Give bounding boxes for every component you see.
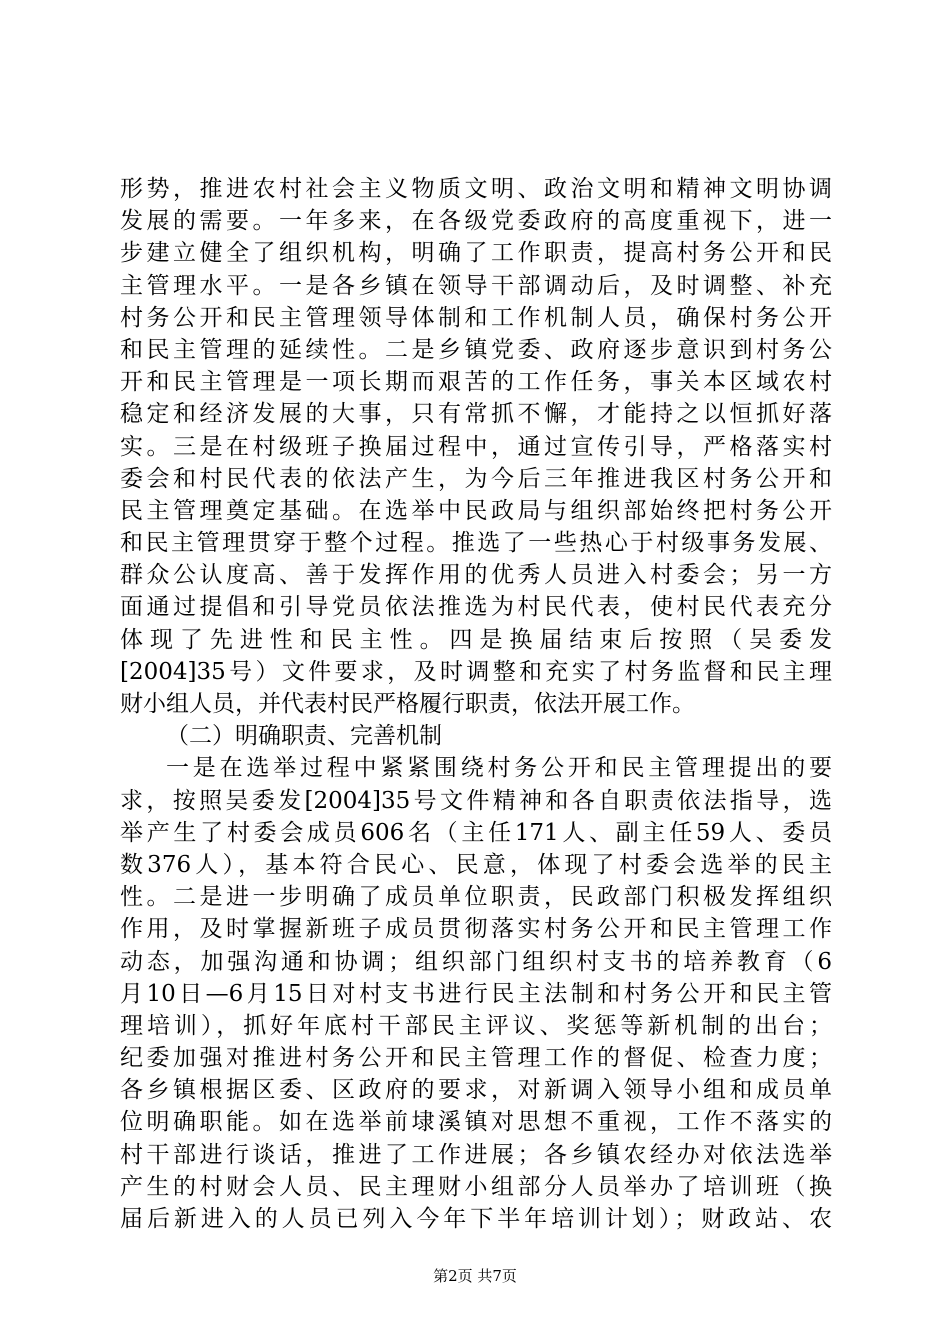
text-line: 理培训），抓好年底村干部民主评议、奖惩等新机制的出台；	[120, 1012, 832, 1039]
text-line: 开和民主管理是一项长期而艰苦的工作任务，事关本区域农村	[120, 369, 832, 396]
section-heading: （二）明确职责、完善机制	[166, 723, 442, 750]
text-line: 和民主管理贯穿于整个过程。推选了一些热心于村级事务发展、	[120, 530, 832, 557]
text-line: 财小组人员，并代表村民严格履行职责，依法开展工作。	[120, 691, 695, 717]
text-line: 届后新进入的人员已列入今年下半年培训计划）；财政站、农	[120, 1206, 832, 1232]
text-line: 各乡镇根据区委、区政府的要求，对新调入领导小组和成员单	[120, 1077, 832, 1104]
text-line: 举产生了村委会成员606名（主任171人、副主任59人、委员	[120, 819, 832, 846]
text-line: 一是在选举过程中紧紧围绕村务公开和民主管理提出的要	[166, 755, 832, 782]
text-line: 形势，推进农村社会主义物质文明、政治文明和精神文明协调	[120, 176, 832, 202]
text-line: 村务公开和民主管理领导体制和工作机制人员，确保村务公开	[120, 304, 832, 331]
text-line: 群众公认度高、善于发挥作用的优秀人员进入村委会；另一方	[120, 562, 832, 589]
text-line: 实。三是在村级班子换届过程中，通过宣传引导，严格落实村	[120, 433, 832, 460]
text-line: 村干部进行谈话，推进了工作进展；各乡镇农经办对依法选举	[120, 1141, 832, 1168]
text-line: 和民主管理的延续性。二是乡镇党委、政府逐步意识到村务公	[120, 336, 832, 363]
text-line: 步建立健全了组织机构，明确了工作职责，提高村务公开和民	[120, 240, 832, 267]
text-line: 稳定和经济发展的大事，只有常抓不懈，才能持之以恒抓好落	[120, 401, 832, 428]
text-line: 求，按照吴委发[2004]35号文件精神和各自职责依法指导，选	[120, 787, 832, 814]
text-line: 位明确职能。如在选举前埭溪镇对思想不重视，工作不落实的	[120, 1109, 832, 1136]
text-line: 动态，加强沟通和协调；组织部门组织村支书的培养教育（6	[120, 948, 832, 975]
text-line: 性。二是进一步明确了成员单位职责，民政部门积极发挥组织	[120, 884, 832, 911]
text-line: 民主管理奠定基础。在选举中民政局与组织部始终把村务公开	[120, 497, 832, 524]
text-line: 产生的村财会人员、民主理财小组部分人员举办了培训班（换	[120, 1173, 832, 1200]
page-number-footer: 第2页 共7页	[433, 1267, 517, 1285]
text-line: 发展的需要。一年多来，在各级党委政府的高度重视下，进一	[120, 208, 832, 235]
text-line: 委会和村民代表的依法产生，为今后三年推进我区村务公开和	[120, 465, 832, 492]
text-line: 月10日—6月15日对村支书进行民主法制和村务公开和民主管	[120, 980, 832, 1007]
text-line: [2004]35号）文件要求，及时调整和充实了村务监督和民主理	[120, 658, 832, 685]
text-line: 体现了先进性和民主性。四是换届结束后按照（吴委发	[120, 626, 832, 653]
text-line: 纪委加强对推进村务公开和民主管理工作的督促、检查力度；	[120, 1045, 832, 1072]
text-line: 主管理水平。一是各乡镇在领导干部调动后，及时调整、补充	[120, 272, 832, 299]
document-body	[120, 173, 832, 1235]
text-line: 作用，及时掌握新班子成员贯彻落实村务公开和民主管理工作	[120, 916, 832, 943]
text-line: 面通过提倡和引导党员依法推选为村民代表，使村民代表充分	[120, 594, 832, 621]
text-line: 数376人），基本符合民心、民意，体现了村委会选举的民主	[120, 851, 832, 878]
